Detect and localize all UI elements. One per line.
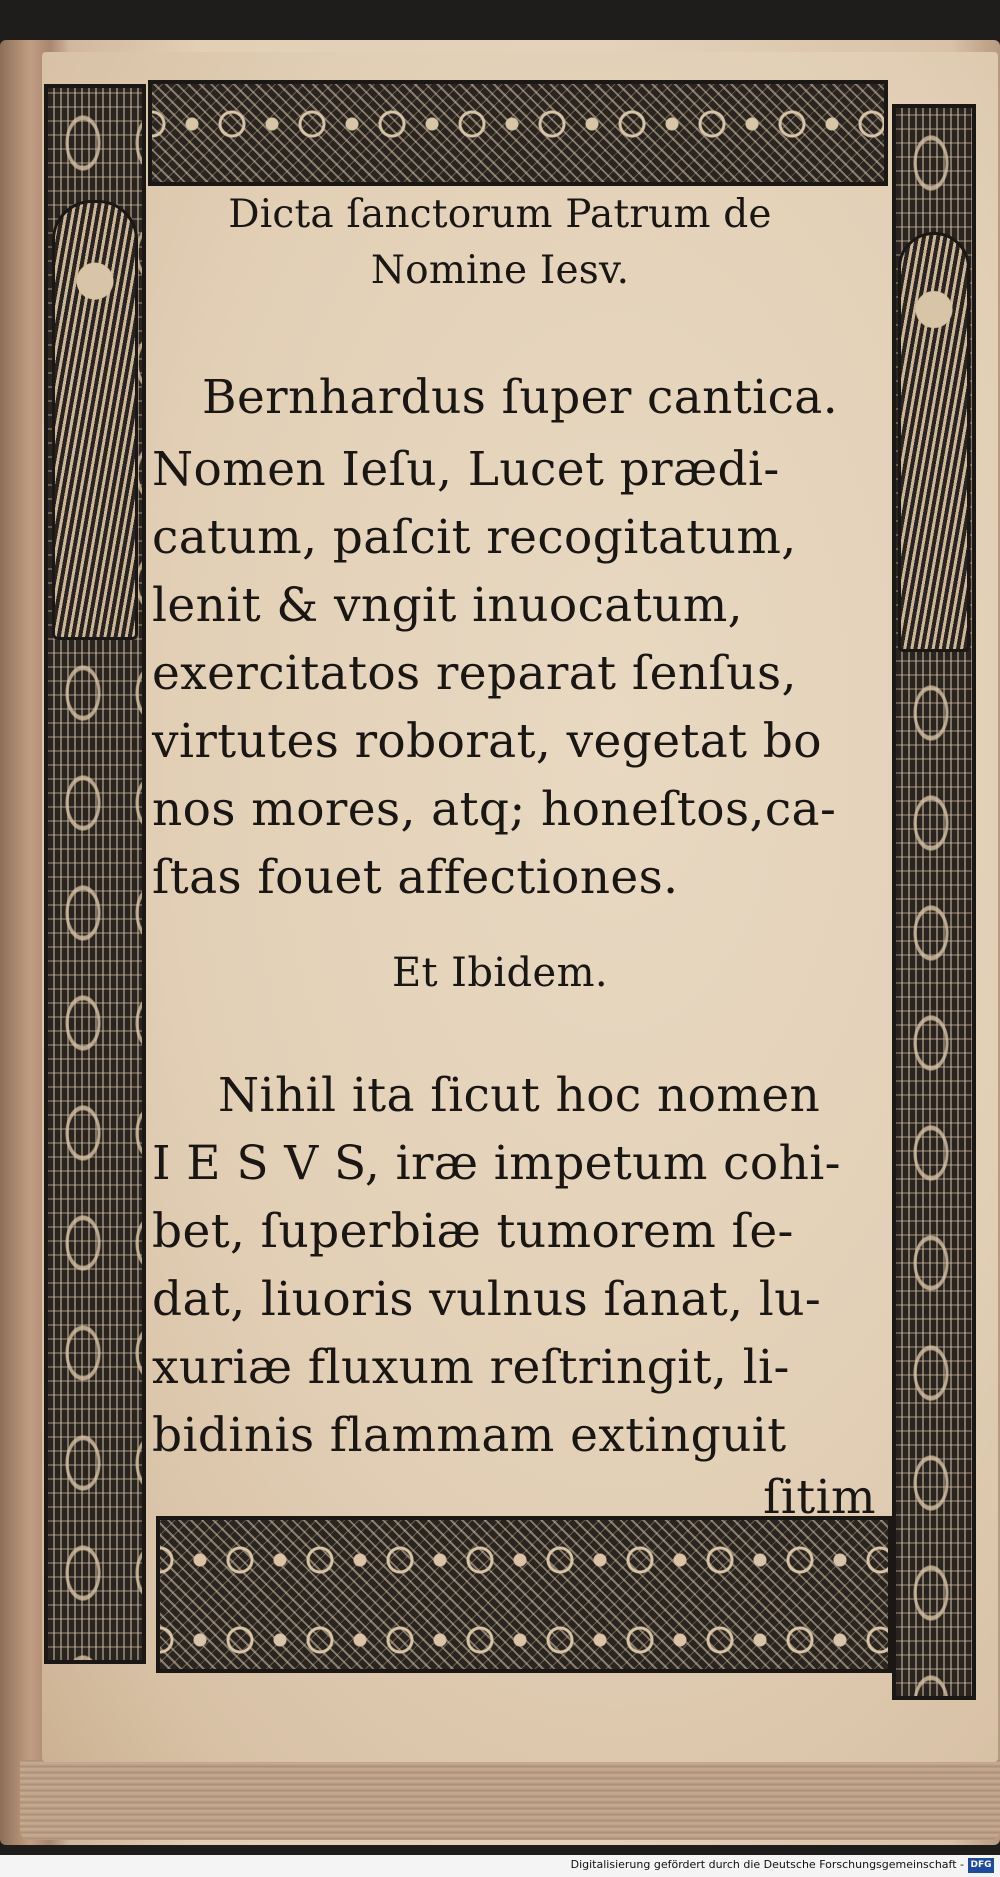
passage-1-line: lenit & vngit inuocatum, (152, 578, 743, 633)
passage-2-line: I E S V S, iræ impetum cohi- (152, 1136, 841, 1191)
passage-1-line: catum, paſcit recogitatum, (152, 510, 797, 565)
footer-credit: Digitalisierung gefördert durch die Deutsche Forschungsgemeinschaft - (570, 1858, 964, 1871)
page-title-line-2: Nomine Iesv. (370, 248, 630, 293)
passage-2-line: Nihil ita ſicut hoc nomen (218, 1068, 821, 1123)
passage-2-line: dat, liuoris vulnus ſanat, lu- (152, 1272, 822, 1327)
passage-1-line: virtutes roborat, vegetat bo (152, 714, 822, 769)
dfg-logo-icon: DFG (968, 1858, 994, 1873)
passage-1-line: nos mores, atq; honeſtos,ca- (152, 782, 837, 837)
passage-1-line: ſtas fouet affectiones. (152, 850, 679, 905)
passage-1-line: exercitatos reparat ſenſus, (152, 646, 797, 701)
passage-2-line: bet, ſuperbiæ tumorem ſe- (152, 1204, 794, 1259)
passage-2-catchword: ſitim (763, 1470, 876, 1525)
passage-2-line: xuriæ fluxum reſtringit, li- (152, 1340, 790, 1395)
passage-2-heading: Et Ibidem. (391, 950, 609, 996)
page-title-line-1: Dicta ſanctorum Patrum de (228, 192, 772, 237)
woodcut-border-top (148, 80, 888, 186)
book-edge (20, 1760, 1000, 1840)
passage-1-heading: Bernhardus ſuper cantica. (202, 370, 839, 425)
saint-figure-right (898, 232, 970, 652)
woodcut-border-bottom (156, 1516, 892, 1673)
passage-1-line: Nomen Ieſu, Lucet prædi- (152, 442, 780, 497)
passage-2-line: bidinis flammam extinguit (152, 1408, 787, 1463)
